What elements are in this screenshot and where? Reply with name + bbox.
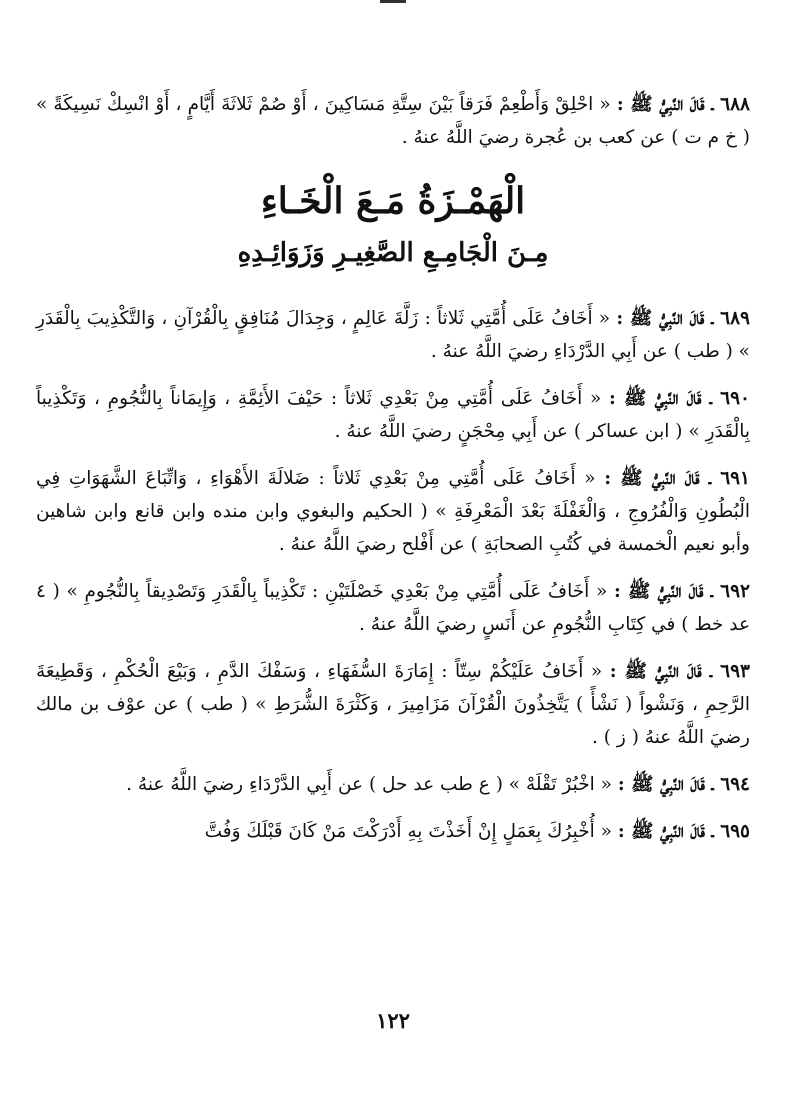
hadith-number: ٦٩٥ (720, 821, 750, 842)
hadith-text: « أَخَافُ عَلَى أُمَّتِي مِنْ بَعْدِي ثَلاثاً : حَيْفَ الأَئِمَّةِ ، وَإِيمَاناً بِالنُّجُومِ ، وَتَكْذِيباً بِالْقَدَرِ » ( ابن عساكر ) عن أَبِي مِحْجَنٍ رضيَ اللَّهُ عنهُ . (36, 388, 750, 442)
hadith-text: « أَخَافُ عَلَى أُمَّتِي مِنْ بَعْدِي خَصْلَتَيْنِ : تَكْذِيباً بِالْقَدَرِ وَتَصْدِيقاً بِالنُّجُومِ » ( ٤ عد خط ) في كِتَابِ النُّجُومِ عن أَنَسٍ رضيَ اللَّهُ عنهُ . (36, 581, 750, 635)
hadith-entry-691: ٦٩١ ـ قَالَ النَّبِيُّ ﷺ : « أَخَافُ عَلَى أُمَّتِي مِنْ بَعْدِي ثَلاثاً : ضَلالَةَ الأَهْوَاءِ ، وَاتِّبَاعَ الشَّهَوَاتِ فِي الْبُطُونِ وَالْفُرُوجِ ، وَالْغَفْلَةَ بَعْدَ الْمَعْرِفَةِ » ( الحكيم والبغوي وابن منده وابن قانع وابن شاهين وأبو نعيم الْخمسة في كُتُبِ الصحابَةِ ) عن أَفْلح رضيَ اللَّهُ عنهُ . (36, 468, 750, 555)
hadith-text: « أَخَافُ عَلَى أُمَّتِي ثَلاثاً : زَلَّةَ عَالِمٍ ، وَجِدَالَ مُنَافِقٍ بِالْقُرْآنِ ، وَالتَّكْذِيبَ بِالْقَدَرِ » ( طب ) عن أَبِي الدَّرْدَاءِ رضيَ اللَّهُ عنهُ . (36, 308, 750, 362)
hadith-number: ٦٩٣ (720, 661, 750, 682)
hadith-number: ٦٩٢ (720, 581, 750, 602)
hadith-lead: قَالَ النَّبِيُّ ﷺ : (604, 468, 700, 489)
hadith-entry-695: ٦٩٥ ـ قَالَ النَّبِيُّ ﷺ : « أُخْبِرُكَ بِعَمَلٍ إِنْ أَخَذْتَ بِهِ أَدْرَكْتَ مَنْ كَانَ قَبْلَكَ وَفُتَّ (204, 821, 750, 842)
hadith-text: « اخْبُرْ تَقْلَهْ » ( ع طب عد حل ) عن أَبِي الدَّرْدَاءِ رضيَ اللَّهُ عنهُ . (126, 774, 612, 795)
page-number: ١٢٢ (376, 1008, 410, 1033)
hadith-text: « أُخْبِرُكَ بِعَمَلٍ إِنْ أَخَذْتَ بِهِ أَدْرَكْتَ مَنْ كَانَ قَبْلَكَ وَفُتَّ (204, 821, 612, 842)
hadith-number: ٦٩٤ (720, 774, 750, 795)
hadith-lead: قَالَ النَّبِيُّ ﷺ : (608, 388, 702, 409)
hadith-number: ٦٩٠ (720, 388, 750, 409)
hadith-number: ٦٨٩ (720, 308, 750, 329)
hadith-lead: قَالَ النَّبِيُّ ﷺ : (616, 94, 705, 115)
hadith-entry-689: ٦٨٩ ـ قَالَ النَّبِيُّ ﷺ : « أَخَافُ عَلَى أُمَّتِي ثَلاثاً : زَلَّةَ عَالِمٍ ، وَجِدَالَ مُنَافِقٍ بِالْقُرْآنِ ، وَالتَّكْذِيبَ بِالْقَدَرِ » ( طب ) عن أَبِي الدَّرْدَاءِ رضيَ اللَّهُ عنهُ . (36, 308, 750, 362)
hadith-number: ٦٨٨ (720, 94, 750, 115)
section-title: الْهَمْـزَةُ مَـعَ الْخَـاءِ (260, 180, 526, 222)
top-edge-mark (380, 0, 406, 3)
hadith-entry-693: ٦٩٣ ـ قَالَ النَّبِيُّ ﷺ : « أَخَافُ عَلَيْكُمْ سِتّاً : إِمَارَةَ السُّفَهَاءِ ، وَسَفْكَ الدَّمِ ، وَبَيْعَ الْحُكْمِ ، وَقَطِيعَةَ الرَّحِمِ ، وَنَشْواً ( نَشْأً ) يَتَّخِذُونَ الْقُرْآنَ مَزَامِيرَ ، وَكَثْرَةَ الشُّرَطِ » ( طب ) عن عوْف بن مالك رضيَ اللَّهُ عنهُ ( ز ) . (36, 661, 750, 748)
hadith-entry-688: ٦٨٨ ـ قَالَ النَّبِيُّ ﷺ : « احْلِقْ وَأَطْعِمْ فَرَقاً بَيْنَ سِتَّةِ مَسَاكِينَ ، أَوْ صُمْ ثَلاثَةَ أَيَّامٍ ، أَوْ انْسِكْ نَسِيكَةً » ( خ م ت ) عن كعب بن عُجرة رضيَ اللَّهُ عنهُ . (36, 94, 750, 148)
hadith-lead: قَالَ النَّبِيُّ ﷺ : (617, 821, 705, 842)
section-subtitle: مِـنَ الْجَامِـعِ الصَّغِيـرِ وَزَوَائِـدِهِ (237, 238, 549, 268)
hadith-entry-692: ٦٩٢ ـ قَالَ النَّبِيُّ ﷺ : « أَخَافُ عَلَى أُمَّتِي مِنْ بَعْدِي خَصْلَتَيْنِ : تَكْذِيباً بِالْقَدَرِ وَتَصْدِيقاً بِالنُّجُومِ » ( ٤ عد خط ) في كِتَابِ النُّجُومِ عن أَنَسٍ رضيَ اللَّهُ عنهُ . (36, 581, 750, 635)
hadith-lead: قَالَ النَّبِيُّ ﷺ : (616, 308, 705, 329)
section-heading (36, 176, 750, 272)
hadith-text: « أَخَافُ عَلَيْكُمْ سِتّاً : إِمَارَةَ السُّفَهَاءِ ، وَسَفْكَ الدَّمِ ، وَبَيْعَ الْحُكْمِ ، وَقَطِيعَةَ الرَّحِمِ ، وَنَشْواً ( نَشْأً ) يَتَّخِذُونَ الْقُرْآنَ مَزَامِيرَ ، وَكَثْرَةَ الشُّرَطِ » ( طب ) عن عوْف بن مالك رضيَ اللَّهُ عنهُ ( ز ) . (36, 661, 750, 748)
hadith-lead: قَالَ النَّبِيُّ ﷺ : (617, 774, 705, 795)
hadith-text: « احْلِقْ وَأَطْعِمْ فَرَقاً بَيْنَ سِتَّةِ مَسَاكِينَ ، أَوْ صُمْ ثَلاثَةَ أَيَّامٍ ، أَوْ انْسِكْ نَسِيكَةً » ( خ م ت ) عن كعب بن عُجرة رضيَ اللَّهُ عنهُ . (36, 94, 750, 148)
page-body (36, 88, 750, 862)
hadith-number: ٦٩١ (720, 468, 750, 489)
hadith-entry-694: ٦٩٤ ـ قَالَ النَّبِيُّ ﷺ : « اخْبُرْ تَقْلَهْ » ( ع طب عد حل ) عن أَبِي الدَّرْدَاءِ رضيَ اللَّهُ عنهُ . (126, 774, 750, 795)
hadith-text: « أَخَافُ عَلَى أُمَّتِي مِنْ بَعْدِي ثَلاثاً : ضَلالَةَ الأَهْوَاءِ ، وَاتِّبَاعَ الشَّهَوَاتِ فِي الْبُطُونِ وَالْفُرُوجِ ، وَالْغَفْلَةَ بَعْدَ الْمَعْرِفَةِ » ( الحكيم والبغوي وابن منده وابن قانع وابن شاهين وأبو نعيم الْخمسة في كُتُبِ الصحابَةِ ) عن أَفْلح رضيَ اللَّهُ عنهُ . (36, 468, 750, 555)
hadith-lead: قَالَ النَّبِيُّ ﷺ : (609, 661, 702, 682)
hadith-entry-690: ٦٩٠ ـ قَالَ النَّبِيُّ ﷺ : « أَخَافُ عَلَى أُمَّتِي مِنْ بَعْدِي ثَلاثاً : حَيْفَ الأَئِمَّةِ ، وَإِيمَاناً بِالنُّجُومِ ، وَتَكْذِيباً بِالْقَدَرِ » ( ابن عساكر ) عن أَبِي مِحْجَنٍ رضيَ اللَّهُ عنهُ . (36, 388, 750, 442)
hadith-lead: قَالَ النَّبِيُّ ﷺ : (613, 581, 704, 602)
